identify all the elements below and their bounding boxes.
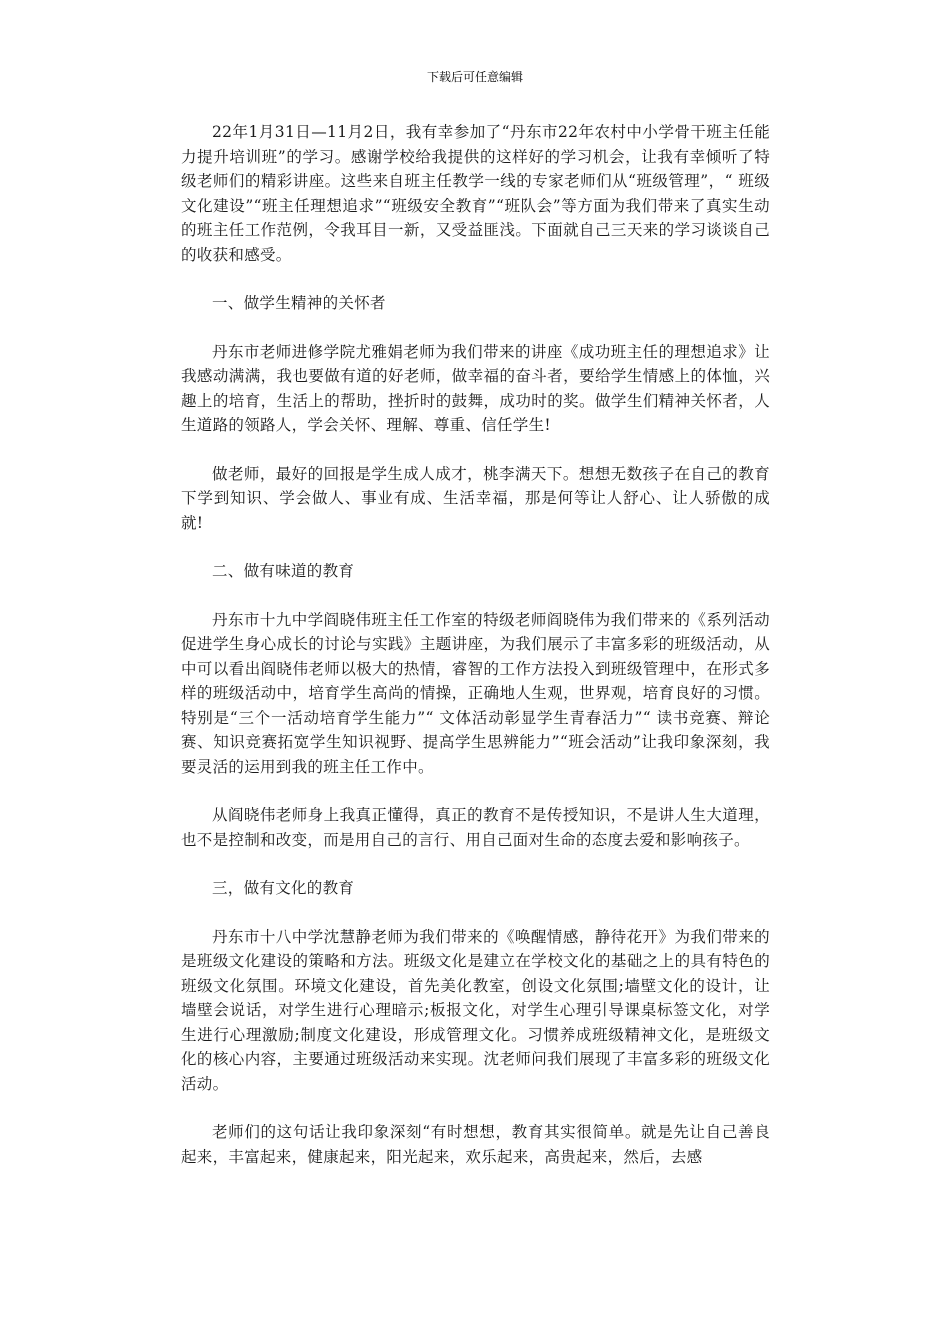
section-heading-1: 一、做学生精神的关怀者 (212, 294, 386, 312)
page-header: 下载后可任意编辑 (426, 70, 523, 84)
section-2-paragraph-1: 丹东市十九中学阎晓伟班主任工作室的特级老师阎晓伟为我们带来的《系列活动促进学生身心成长的讨论与实践》主题讲座，为我们展示了丰富多彩的班级活动，从中可以看出阎晓伟老师以极大的热情，睿智的工作方法投入到班级管理中，在形式多样的班级活动中，培育学生高尚的情操，正确地人生观，世界观，培育良好的习惯。特别是“三个一活动培育学生能力”“ 文体活动彰显学生青春活力”“ 读书竞赛、辩论赛、知识竞赛拓宽学生知识视野、提高学生思辨能力”“班会活动”让我印象深刻，我要灵活的运用到我的班主任工作中。 (181, 610, 770, 776)
intro-paragraph: 22年1月31日—11月2日，我有幸参加了“丹东市22年农村中小学骨干班主任能力提升培训班”的学习。感谢学校给我提供的这样好的学习机会，让我有幸倾听了特级老师们的精彩讲座。这些来自班主任教学一线的专家老师们从“班级管理”，“ 班级文化建设”“班主任理想追求”“班级安全教育”“班队会”等方面为我们带来了真实生动的班主任工作范例，令我耳目一新，又受益匪浅。下面就自己三天来的学习谈谈自己的收获和感受。 (181, 123, 770, 264)
section-3-paragraph-2: 老师们的这句话让我印象深刻“有时想想，教育其实很简单。就是先让自己善良起来，丰富起来，健康起来，阳光起来，欢乐起来，高贵起来，然后，去感 (181, 1123, 770, 1166)
section-1-paragraph-1: 丹东市老师进修学院尤雅娟老师为我们带来的讲座《成功班主任的理想追求》让我感动满满，我也要做有道的好老师，做幸福的奋斗者，要给学生情感上的体恤，兴趣上的培育，生活上的帮助，挫折时的鼓舞，成功时的奖。做学生们精神关怀者，人生道路的领路人，学会关怀、理解、尊重、信任学生! (181, 342, 770, 434)
document-body (181, 120, 770, 1189)
section-3-paragraph-1: 丹东市十八中学沈慧静老师为我们带来的《唤醒情感，静待花开》为我们带来的是班级文化建设的策略和方法。班级文化是建立在学校文化的基础之上的具有特色的班级文化氛围。环境文化建设，首先美化教室，创设文化氛围;墙壁文化的设计，让墙壁会说话，对学生进行心理暗示;板报文化，对学生心理引导课桌标签文化，对学生进行心理激励;制度文化建设，形成管理文化。习惯养成班级精神文化，是班级文化的核心内容，主要通过班级活动来实现。沈老师问我们展现了丰富多彩的班级文化活动。 (181, 927, 770, 1093)
section-1-paragraph-2: 做老师，最好的回报是学生成人成才，桃李满天下。想想无数孩子在自己的教育下学到知识、学会做人、事业有成、生活幸福，那是何等让人舒心、让人骄傲的成就! (181, 464, 770, 532)
section-2-paragraph-2: 从阎晓伟老师身上我真正懂得，真正的教育不是传授知识，不是讲人生大道理，也不是控制和改变，而是用自己的言行、用自己面对生命的态度去爱和影响孩子。 (181, 806, 770, 849)
section-heading-2: 二、做有味道的教育 (212, 562, 355, 580)
section-heading-3: 三，做有文化的教育 (212, 879, 355, 897)
